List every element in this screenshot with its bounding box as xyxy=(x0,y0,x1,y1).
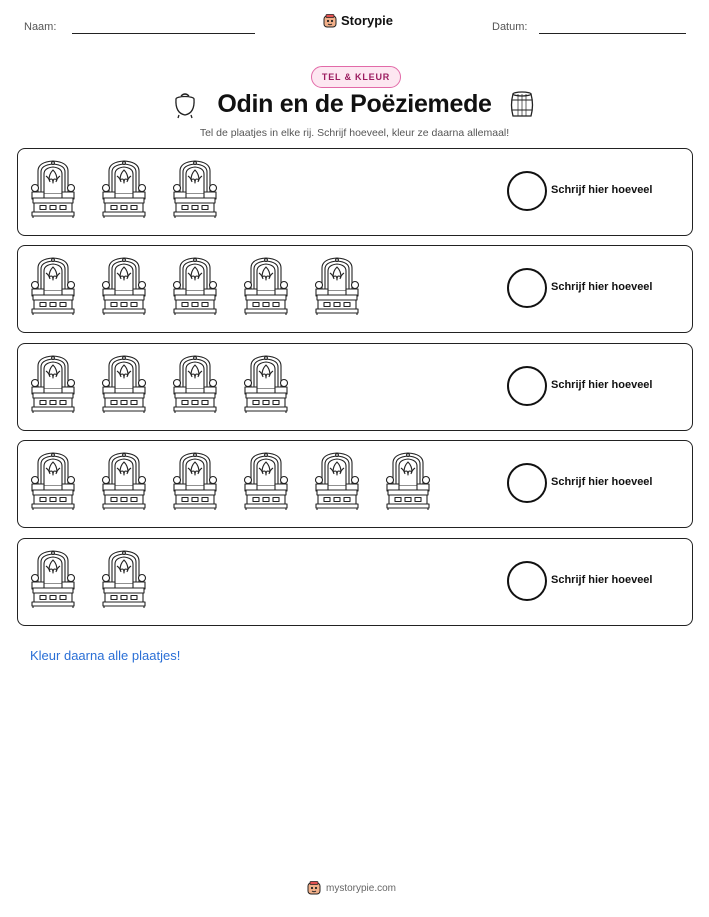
answer-circle[interactable] xyxy=(507,171,547,211)
throne-group xyxy=(30,256,360,316)
date-line[interactable] xyxy=(539,33,686,34)
answer-circle[interactable] xyxy=(507,463,547,503)
throne-icon xyxy=(314,256,360,316)
throne-group xyxy=(30,354,289,414)
throne-icon xyxy=(172,256,218,316)
page-title: Odin en de Poëziemede xyxy=(217,90,492,118)
throne-icon xyxy=(172,354,218,414)
throne-icon xyxy=(385,451,431,511)
name-line[interactable] xyxy=(72,33,255,34)
throne-icon xyxy=(101,451,147,511)
throne-icon xyxy=(101,354,147,414)
answer-circle[interactable] xyxy=(507,268,547,308)
site-footer xyxy=(307,881,396,895)
counting-row xyxy=(17,343,693,431)
counting-row xyxy=(17,245,693,333)
throne-icon xyxy=(314,451,360,511)
throne-icon xyxy=(101,549,147,609)
mascot-icon xyxy=(307,881,321,895)
answer-label: Schrijf hier hoeveel xyxy=(551,574,653,586)
name-label: Naam: xyxy=(24,21,57,33)
throne-icon xyxy=(243,354,289,414)
answer-label: Schrijf hier hoeveel xyxy=(551,184,653,196)
answer-circle[interactable] xyxy=(507,366,547,406)
throne-icon xyxy=(172,451,218,511)
answer-circle[interactable] xyxy=(507,561,547,601)
logo-text: Storypie xyxy=(341,13,394,28)
throne-group xyxy=(30,451,431,511)
site-url: mystorypie.com xyxy=(326,882,397,894)
throne-icon xyxy=(30,354,76,414)
throne-icon xyxy=(30,549,76,609)
counting-row xyxy=(17,440,693,528)
throne-icon xyxy=(101,159,147,219)
throne-group xyxy=(30,159,218,219)
barrel-icon xyxy=(509,91,535,119)
coloring-instruction: Kleur daarna alle plaatjes! xyxy=(30,648,181,663)
throne-icon xyxy=(30,256,76,316)
answer-label: Schrijf hier hoeveel xyxy=(551,281,653,293)
counting-row xyxy=(17,148,693,236)
throne-icon xyxy=(30,159,76,219)
answer-label: Schrijf hier hoeveel xyxy=(551,476,653,488)
throne-group xyxy=(30,549,147,609)
storypie-logo xyxy=(323,13,393,28)
throne-icon xyxy=(101,256,147,316)
date-label: Datum: xyxy=(492,21,528,33)
throne-icon xyxy=(243,451,289,511)
answer-label: Schrijf hier hoeveel xyxy=(551,379,653,391)
category-badge: TEL & KLEUR xyxy=(311,66,401,88)
counting-row xyxy=(17,538,693,626)
throne-icon xyxy=(243,256,289,316)
throne-icon xyxy=(30,451,76,511)
throne-icon xyxy=(172,159,218,219)
mascot-icon xyxy=(323,14,337,28)
page-subtitle: Tel de plaatjes in elke rij. Schrijf hoeveel, kleur ze daarna allemaal! xyxy=(199,127,510,139)
